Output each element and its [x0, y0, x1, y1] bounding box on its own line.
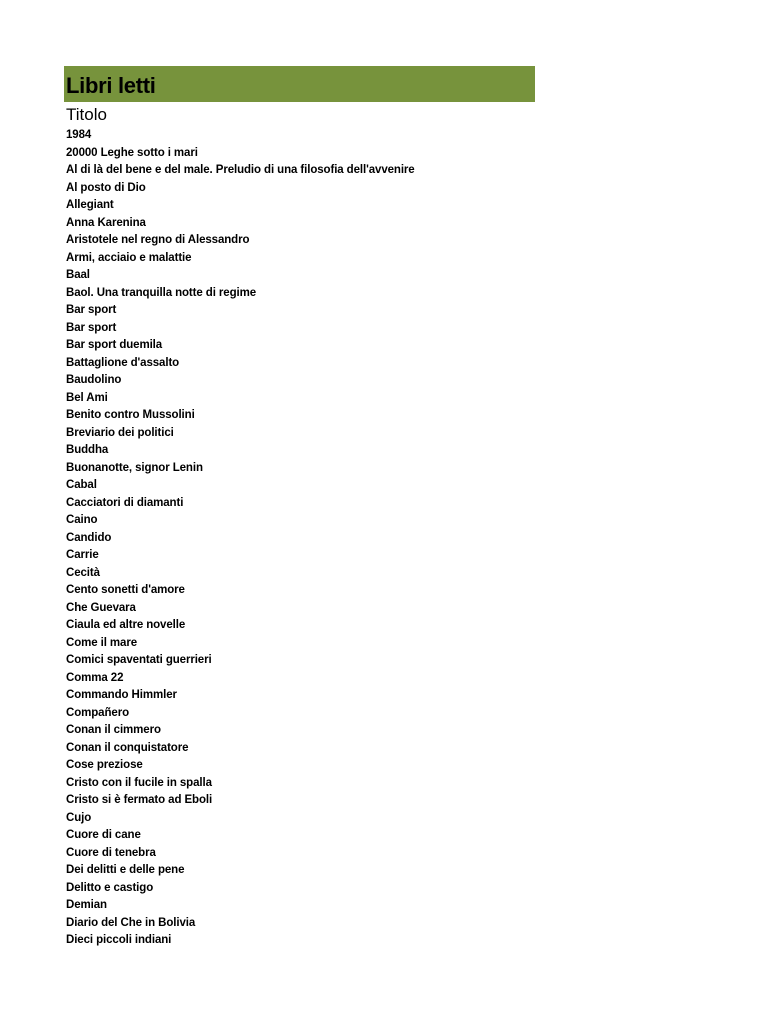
- book-title-list: [64, 127, 535, 950]
- list-item: Ciaula ed altre novelle: [66, 619, 186, 631]
- list-item: Al posto di Dio: [66, 181, 146, 194]
- column-header-titolo: Titolo: [66, 105, 107, 124]
- list-item: Cristo si è fermato ad Eboli: [66, 794, 213, 806]
- list-item: Al di là del bene e del male. Preludio di una filosofia dell'avvenire: [66, 164, 415, 176]
- list-item: Che Guevara: [66, 601, 136, 614]
- list-item: Dieci piccoli indiani: [66, 934, 172, 946]
- page-title: Libri letti: [66, 72, 156, 98]
- list-item: Bar sport duemila: [66, 339, 163, 351]
- list-item: Delitto e castigo: [66, 881, 154, 894]
- spreadsheet-page: [64, 66, 535, 950]
- list-item: Demian: [66, 899, 107, 911]
- list-item: Battaglione d'assalto: [66, 356, 180, 369]
- list-item: Breviario dei politici: [66, 426, 174, 439]
- list-item: Bel Ami: [66, 391, 108, 404]
- list-item: 20000 Leghe sotto i mari: [66, 146, 198, 159]
- list-item: Armi, acciaio e malattie: [66, 251, 192, 264]
- list-item: Candido: [66, 531, 112, 544]
- list-item: Bar sport: [66, 304, 117, 316]
- list-item: Come il mare: [66, 636, 138, 649]
- list-item: Baudolino: [66, 374, 122, 386]
- list-item: Buonanotte, signor Lenin: [66, 461, 203, 474]
- list-item: Anna Karenina: [66, 216, 146, 229]
- list-item: Compañero: [66, 706, 129, 719]
- list-item: Cose preziose: [66, 759, 143, 771]
- list-item: Comma 22: [66, 671, 124, 684]
- list-item: Cristo con il fucile in spalla: [66, 776, 212, 789]
- list-item: Dei delitti e delle pene: [66, 864, 185, 876]
- list-item: Cento sonetti d'amore: [66, 584, 185, 596]
- list-item: 1984: [66, 129, 92, 141]
- list-item: Buddha: [66, 444, 109, 456]
- list-item: Baal: [66, 269, 90, 281]
- list-item: Cujo: [66, 811, 92, 824]
- list-item: Baol. Una tranquilla notte di regime: [66, 286, 257, 299]
- list-item: Cabal: [66, 479, 97, 491]
- list-item: Comici spaventati guerrieri: [66, 654, 212, 666]
- list-item: Conan il cimmero: [66, 724, 161, 736]
- list-item: Bar sport: [66, 321, 117, 334]
- list-item: Carrie: [66, 549, 99, 561]
- list-item: Diario del Che in Bolivia: [66, 916, 196, 929]
- list-item: Cecità: [66, 566, 100, 579]
- list-item: Cuore di cane: [66, 829, 141, 841]
- list-item: Caino: [66, 514, 98, 526]
- title-bar: [64, 66, 535, 102]
- list-item: Conan il conquistatore: [66, 741, 189, 754]
- list-item: Commando Himmler: [66, 689, 177, 701]
- list-item: Benito contro Mussolini: [66, 409, 195, 421]
- list-item: Aristotele nel regno di Alessandro: [66, 234, 250, 246]
- list-item: Allegiant: [66, 199, 114, 211]
- list-item: Cacciatori di diamanti: [66, 496, 184, 509]
- list-item: Cuore di tenebra: [66, 846, 156, 859]
